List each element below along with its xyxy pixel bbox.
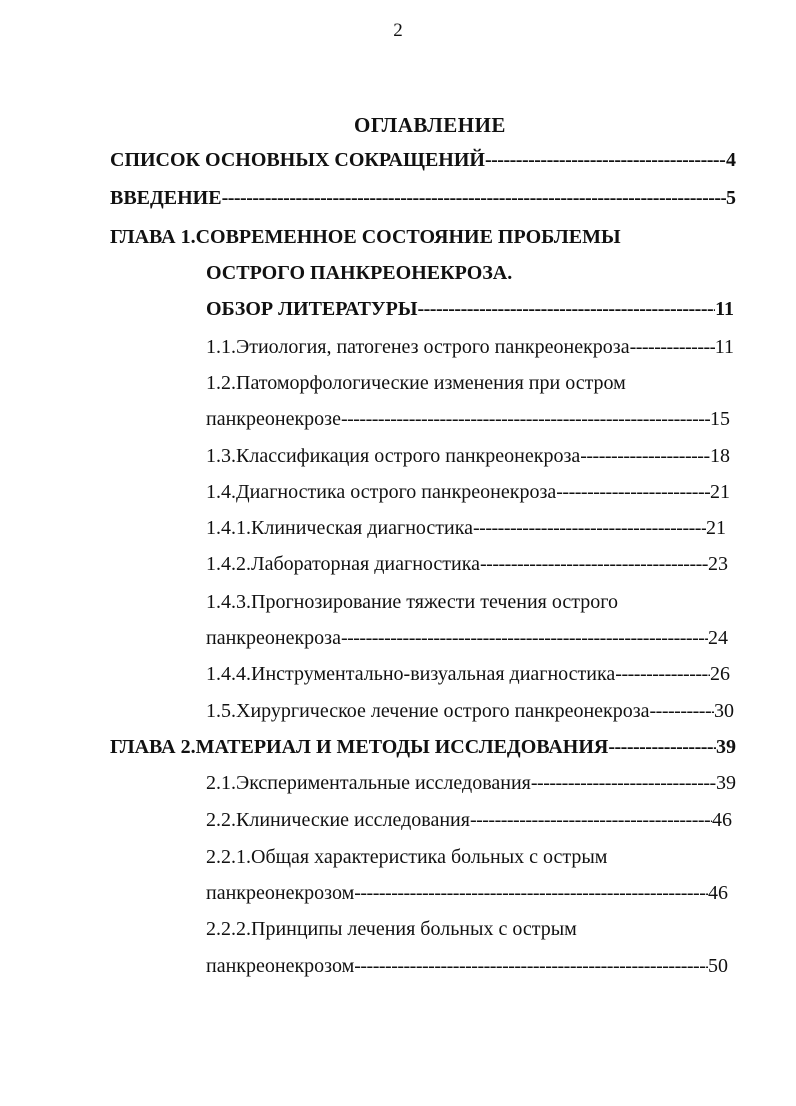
toc-entry-page: 30	[714, 700, 734, 722]
toc-entry-page: 26	[710, 663, 730, 685]
leader-dots	[485, 146, 726, 174]
toc-entry-2-2-2-cont	[206, 952, 728, 980]
leader-dots	[531, 769, 716, 797]
toc-entry-chapter-1	[110, 223, 730, 251]
leader-dots	[630, 333, 715, 361]
toc-entry-page: 50	[708, 955, 728, 977]
toc-entry-label: 1.5.Хирургическое лечение острого панкреонекроза	[206, 700, 650, 722]
toc-entry-1-4-2	[206, 550, 728, 578]
toc-entry-page: 18	[710, 445, 730, 467]
toc-entry-chapter-2	[110, 733, 736, 761]
toc-entry-label: ОСТРОГО ПАНКРЕОНЕКРОЗА.	[206, 262, 513, 284]
toc-entry-2-2	[206, 806, 732, 834]
toc-entry-1-5	[206, 697, 734, 725]
toc-entry-page: 24	[708, 627, 728, 649]
leader-dots	[341, 624, 708, 652]
toc-entry-page: 21	[706, 517, 726, 539]
leader-dots	[341, 405, 710, 433]
toc-entry-page: 11	[715, 298, 734, 320]
toc-entry-1-2-cont	[206, 405, 730, 433]
toc-entry-label: панкреонекрозом	[206, 955, 355, 977]
toc-entry-2-2-1-cont	[206, 879, 728, 907]
page-number: 2	[393, 20, 403, 41]
toc-entry-2-2-1	[206, 843, 726, 871]
leader-dots	[470, 806, 712, 834]
toc-entry-label: 2.2.Клинические исследования	[206, 809, 470, 831]
toc-entry-page: 46	[708, 882, 728, 904]
toc-entry-1-4-4	[206, 660, 730, 688]
toc-entry-page: 46	[712, 809, 732, 831]
toc-entry-label: 1.1.Этиология, патогенез острого панкреонекроза	[206, 336, 630, 358]
toc-entry-1-4-1	[206, 514, 726, 542]
leader-dots	[650, 697, 714, 725]
toc-entry-label: СПИСОК ОСНОВНЫХ СОКРАЩЕНИЙ	[110, 149, 485, 171]
toc-entry-chapter-1-cont	[206, 259, 726, 287]
toc-entry-page: 4	[726, 149, 736, 171]
toc-entry-1-2	[206, 369, 734, 397]
toc-entry-page: 39	[716, 736, 736, 758]
toc-entry-2-2-2	[206, 915, 726, 943]
leader-dots	[473, 514, 706, 542]
toc-entry-label: 1.4.1.Клиническая диагностика	[206, 517, 474, 539]
toc-entry-label: 1.3.Классификация острого панкреонекроза	[206, 445, 581, 467]
toc-entry-label: ВВЕДЕНИЕ	[110, 187, 222, 209]
toc-entry-abbreviations	[110, 146, 736, 174]
leader-dots	[580, 442, 710, 470]
toc-entry-label: панкреонекрозом	[206, 882, 355, 904]
leader-dots	[222, 184, 726, 212]
leader-dots	[615, 660, 710, 688]
toc-entry-1-1	[206, 333, 734, 361]
toc-entry-label: 1.4.3.Прогнозирование тяжести течения острого	[206, 591, 618, 613]
toc-entry-label: 2.2.2.Принципы лечения больных с острым	[206, 918, 577, 940]
toc-entry-page: 11	[714, 336, 734, 358]
toc-entry-label: 2.2.1.Общая характеристика больных с острым	[206, 846, 608, 868]
toc-entry-label: 1.4.Диагностика острого панкреонекроза	[206, 481, 557, 503]
leader-dots	[480, 550, 708, 578]
toc-entry-1-3	[206, 442, 730, 470]
toc-entry-label: панкреонекрозе	[206, 408, 341, 430]
leader-dots	[417, 295, 715, 323]
toc-entry-label: панкреонекроза	[206, 627, 341, 649]
toc-entry-1-4-3	[206, 588, 734, 616]
toc-entry-introduction	[110, 184, 736, 212]
toc-entry-label: 1.4.4.Инструментально-визуальная диагностика	[206, 663, 616, 685]
leader-dots	[354, 879, 708, 907]
toc-entry-page: 15	[710, 408, 730, 430]
leader-dots	[354, 952, 708, 980]
toc-entry-label: 2.1.Экспериментальные исследования	[206, 772, 531, 794]
toc-entry-1-4-3-cont	[206, 624, 728, 652]
toc-entry-label: 1.4.2.Лабораторная диагностика	[206, 553, 481, 575]
toc-entry-literature-review	[206, 295, 734, 323]
toc-entry-page: 39	[716, 772, 736, 794]
toc-entry-1-4	[206, 478, 730, 506]
leader-dots	[608, 733, 716, 761]
toc-entry-2-1	[206, 769, 736, 797]
leader-dots	[556, 478, 710, 506]
toc-entry-page: 5	[726, 187, 736, 209]
toc-entry-page: 21	[710, 481, 730, 503]
toc-entry-label: ОБЗОР ЛИТЕРАТУРЫ	[206, 298, 418, 320]
toc-entry-label: ГЛАВА 1.СОВРЕМЕННОЕ СОСТОЯНИЕ ПРОБЛЕМЫ	[110, 226, 621, 248]
toc-entry-label: 1.2.Патоморфологические изменения при остром	[206, 372, 626, 394]
toc-entry-page: 23	[708, 553, 728, 575]
toc-title: ОГЛАВЛЕНИЕ	[354, 113, 506, 137]
toc-entry-label: ГЛАВА 2.МАТЕРИАЛ И МЕТОДЫ ИССЛЕДОВАНИЯ	[110, 736, 609, 758]
